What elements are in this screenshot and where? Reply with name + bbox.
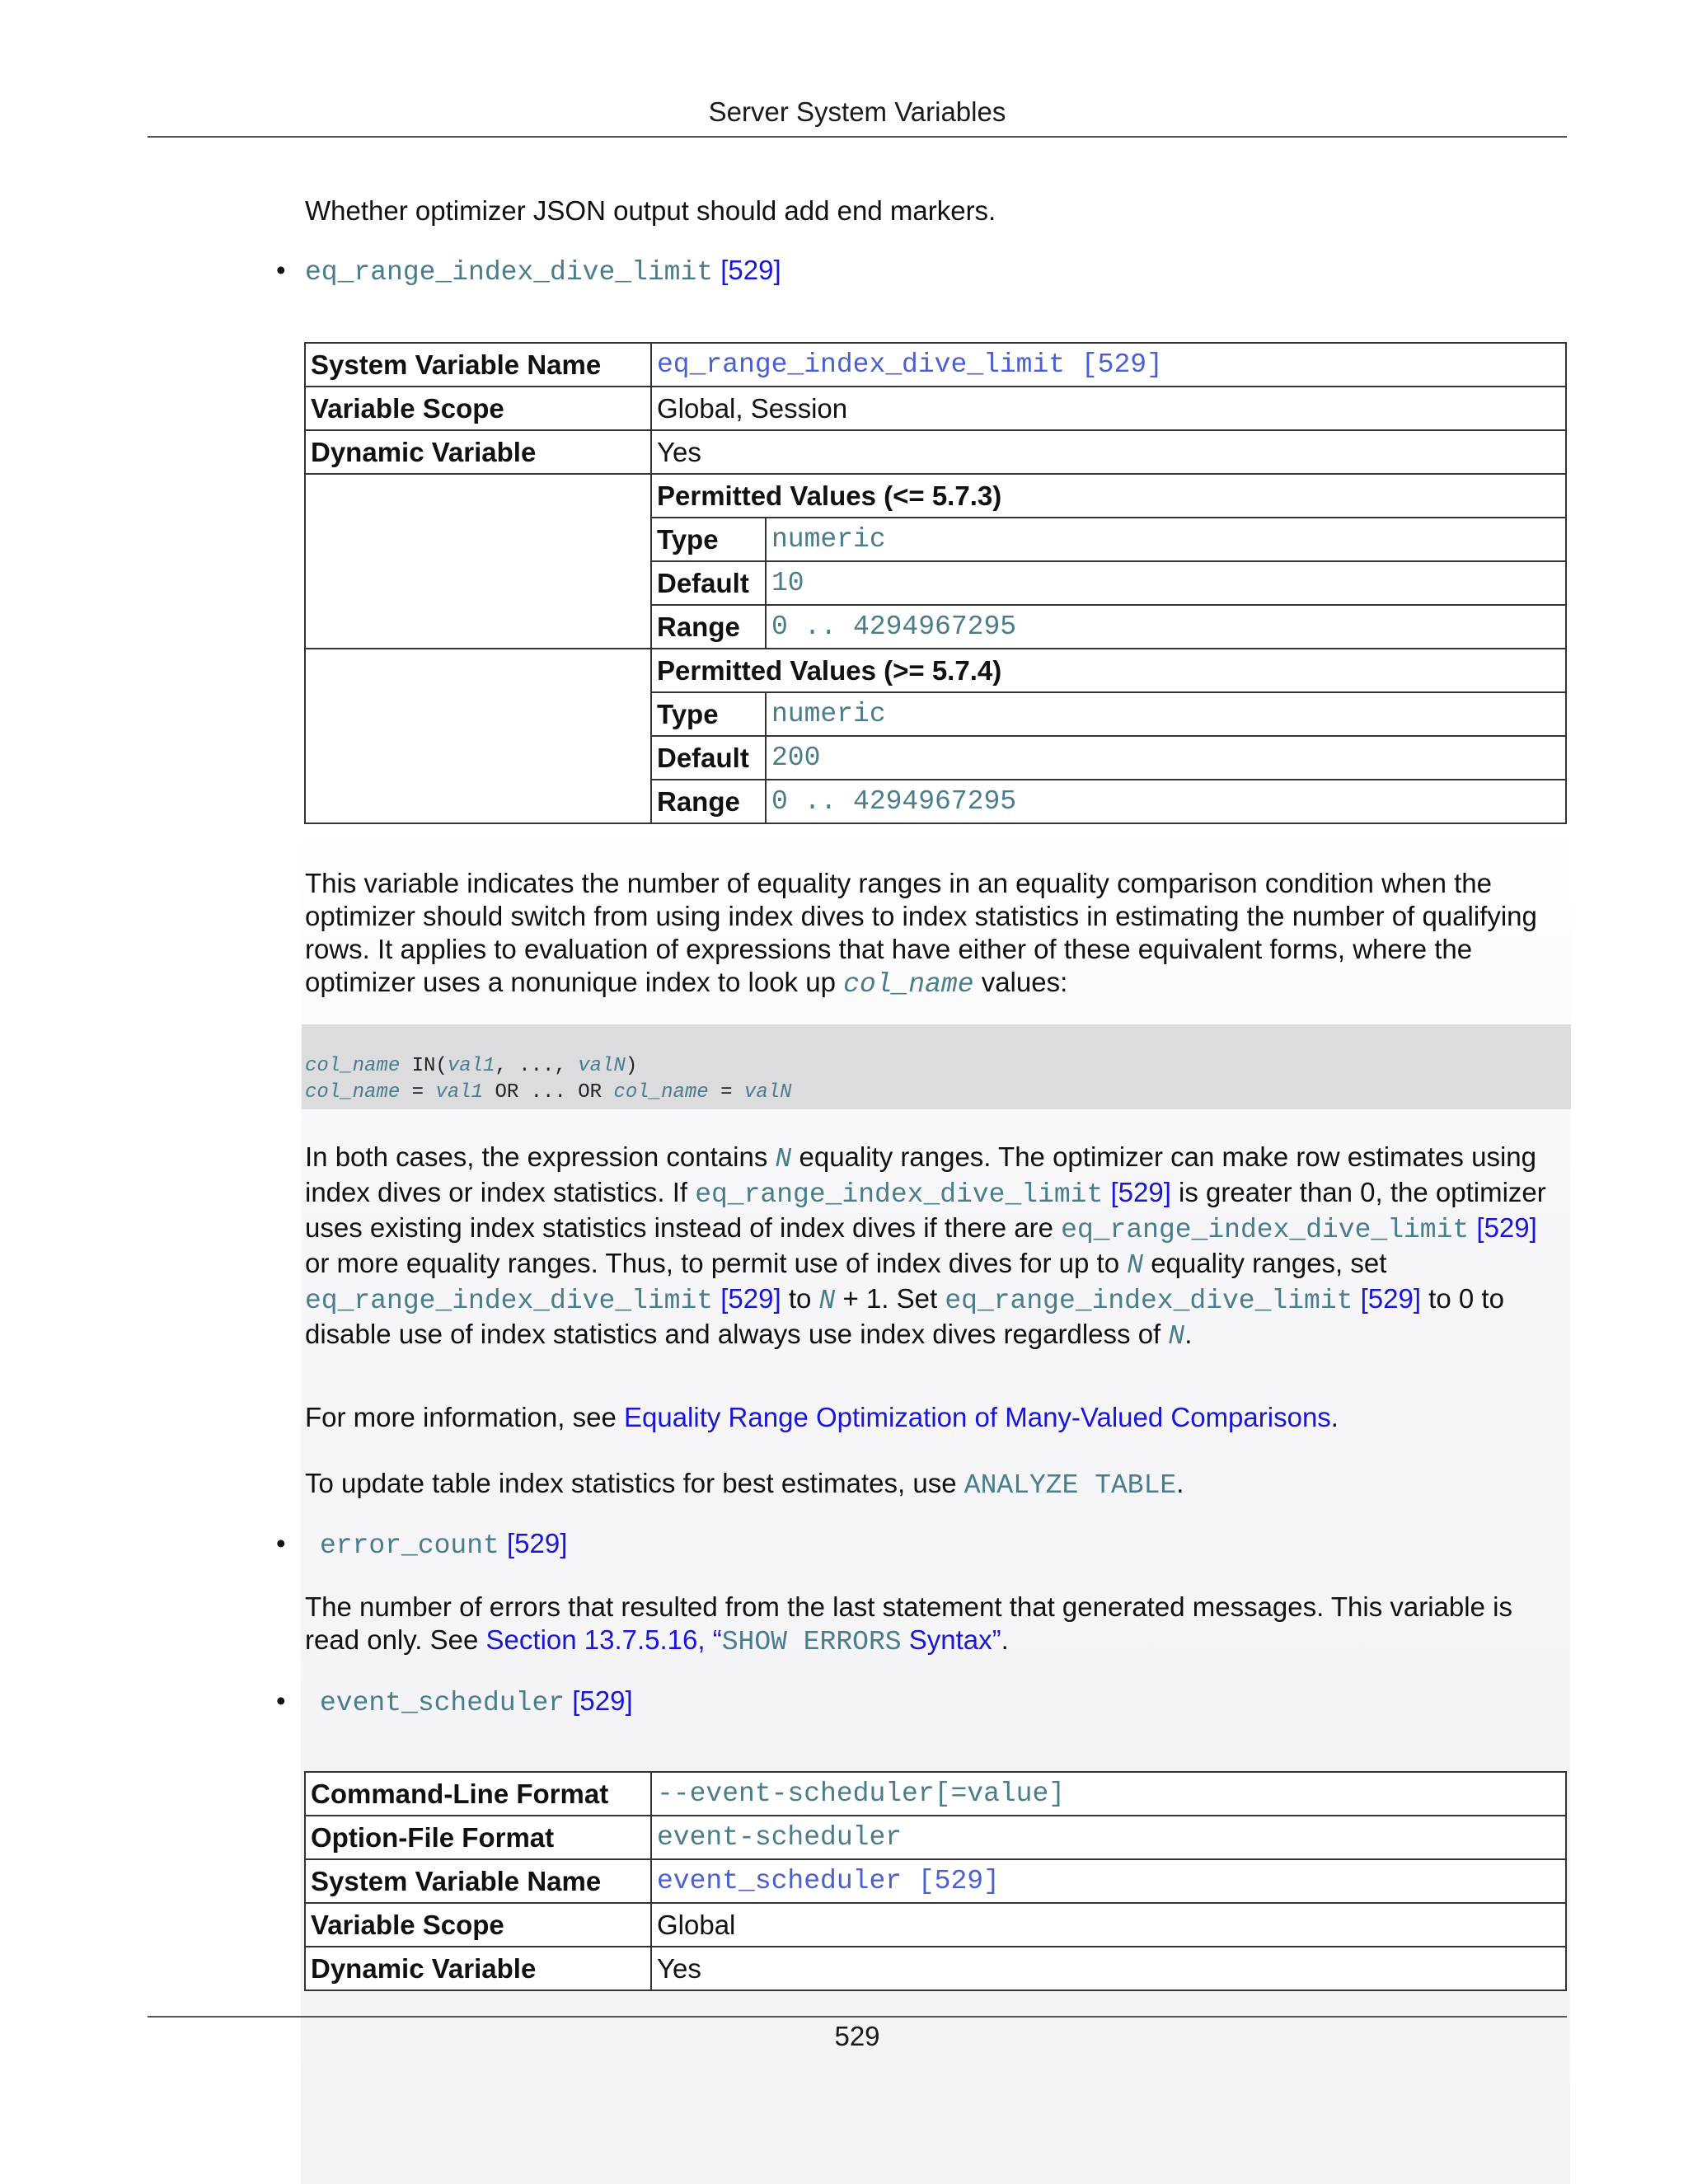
- text: equality ranges, set: [1143, 1248, 1387, 1278]
- code-token: valN: [743, 1081, 792, 1104]
- row-label: System Variable Name: [305, 1859, 651, 1903]
- table-row: [305, 1859, 1566, 1903]
- row-value-link[interactable]: event_scheduler [529]: [651, 1859, 1566, 1903]
- text: .: [1176, 1468, 1184, 1498]
- var-link[interactable]: eq_range_index_dive_limit: [945, 1286, 1353, 1316]
- intro-text: Whether optimizer JSON output should add end markers.: [305, 195, 996, 226]
- range-label: Range: [651, 780, 766, 823]
- row-value: Global: [651, 1903, 1566, 1947]
- item-heading-error-count: [320, 1527, 567, 1563]
- row-value-link[interactable]: eq_range_index_dive_limit [529]: [651, 343, 1566, 387]
- var-link[interactable]: eq_range_index_dive_limit: [1061, 1215, 1470, 1245]
- type-value: numeric: [766, 518, 1566, 561]
- link-text: Section 13.7.5.16, “: [485, 1624, 722, 1655]
- show-errors-link[interactable]: [486, 1624, 1001, 1655]
- page-ref-link[interactable]: [529]: [720, 1283, 781, 1314]
- analyze-table-link[interactable]: ANALYZE TABLE: [964, 1470, 1177, 1501]
- page-header-title: Server System Variables: [708, 96, 1006, 127]
- table-row: [305, 1772, 1566, 1816]
- code-token: IN(: [400, 1055, 448, 1077]
- text: .: [1330, 1402, 1339, 1432]
- row-value: --event-scheduler[=value]: [651, 1772, 1566, 1816]
- permitted-values-heading: Permitted Values (<= 5.7.3): [651, 474, 1566, 518]
- code-token: =: [708, 1081, 744, 1104]
- event-scheduler-properties-table: [304, 1771, 1567, 1991]
- header-rule: [148, 136, 1567, 138]
- default-value: 10: [766, 561, 1566, 605]
- n-var: N: [1168, 1321, 1185, 1352]
- var-link[interactable]: eq_range_index_dive_limit: [695, 1179, 1104, 1210]
- page-ref-link[interactable]: [529]: [507, 1528, 568, 1558]
- code-token: val1: [435, 1081, 484, 1104]
- table-row: [305, 387, 1566, 430]
- row-label: Dynamic Variable: [305, 430, 651, 474]
- row-label: System Variable Name: [305, 343, 651, 387]
- row-label: Command-Line Format: [305, 1772, 651, 1816]
- table-row: [305, 474, 1566, 518]
- table-row: [305, 1816, 1566, 1859]
- more-info-paragraph: [305, 1401, 1566, 1434]
- text: .: [1001, 1624, 1009, 1655]
- item-heading-eq-range: [305, 254, 781, 289]
- code-example-block: [302, 1024, 1571, 1109]
- eq-range-cases-paragraph: [305, 1141, 1566, 1353]
- table-row: [305, 1947, 1566, 1990]
- default-label: Default: [651, 561, 766, 605]
- page-ref-link[interactable]: [529]: [1360, 1283, 1422, 1314]
- var-link[interactable]: eq_range_index_dive_limit: [305, 1286, 714, 1316]
- code-lines: [305, 1053, 792, 1106]
- range-value: 0 .. 4294967295: [766, 780, 1566, 823]
- bullet-eq-range: •: [276, 255, 286, 285]
- equality-range-link[interactable]: Equality Range Optimization of Many-Valued Comparisons: [623, 1402, 1331, 1432]
- desc-text: This variable indicates the number of equality ranges in an equality comparison condition when the optimizer should switch from using index dives to index statistics in estimating the number of qualifying rows. It applies to evaluation of expressions that have either of these equivalent forms, where the optimizer uses a nonunique index to look up: [305, 868, 1537, 997]
- table-row: [305, 430, 1566, 474]
- analyze-table-paragraph: [305, 1467, 1566, 1502]
- text: In both cases, the expression contains: [305, 1141, 776, 1172]
- default-value: 200: [766, 736, 1566, 780]
- row-value: Yes: [651, 1947, 1566, 1990]
- code-token: OR ... OR: [483, 1081, 614, 1104]
- row-value: Global, Session: [651, 387, 1566, 430]
- text: The number of errors that resulted from the last statement that generated messages. This variable is read only. See: [305, 1591, 1512, 1655]
- bullet-error-count: •: [276, 1528, 286, 1558]
- code-token: ): [625, 1055, 638, 1077]
- code-token: val1: [447, 1055, 495, 1077]
- row-value: Yes: [651, 430, 1566, 474]
- col-name-var: col_name: [843, 969, 974, 1000]
- footer-rule: [148, 2016, 1567, 2018]
- row-value: event-scheduler: [651, 1816, 1566, 1859]
- text: To update table index statistics for best estimates, use: [305, 1468, 964, 1498]
- row-label: Dynamic Variable: [305, 1947, 651, 1990]
- empty-cell: [305, 649, 651, 823]
- page-ref-link[interactable]: [529]: [1110, 1177, 1171, 1207]
- table-row: [305, 343, 1566, 387]
- page-number: 529: [834, 2021, 880, 2051]
- link-text: Syntax”: [901, 1624, 1001, 1655]
- error-count-description: [305, 1591, 1566, 1659]
- link-code: SHOW ERRORS: [721, 1627, 902, 1657]
- text: + 1. Set: [835, 1283, 945, 1314]
- text: to 0 to disable use of index statistics and always use index dives regardless of: [305, 1283, 1504, 1349]
- bullet-event-scheduler: •: [276, 1685, 286, 1716]
- type-value: numeric: [766, 692, 1566, 736]
- eq-range-description: [305, 867, 1566, 1001]
- var-name-eq-range[interactable]: eq_range_index_dive_limit: [305, 257, 714, 288]
- default-label: Default: [651, 736, 766, 780]
- text: is greater than 0, the optimizer uses existing index statistics instead of index dives if there are: [305, 1177, 1546, 1243]
- n-var: N: [818, 1286, 836, 1316]
- code-token: col_name: [613, 1081, 709, 1104]
- code-token: =: [400, 1081, 436, 1104]
- text: or more equality ranges. Thus, to permit use of index dives for up to: [305, 1248, 1128, 1278]
- type-label: Type: [651, 692, 766, 736]
- row-label: Variable Scope: [305, 387, 651, 430]
- page-ref-link[interactable]: [529]: [1476, 1212, 1537, 1243]
- range-label: Range: [651, 605, 766, 649]
- page-ref-link[interactable]: [529]: [720, 255, 781, 285]
- permitted-values-heading: Permitted Values (>= 5.7.4): [651, 649, 1566, 692]
- var-name-event-scheduler[interactable]: event_scheduler: [320, 1688, 565, 1718]
- text: equality ranges. The optimizer can make row estimates using index dives or index statistics. If: [305, 1141, 1536, 1207]
- text: to: [781, 1283, 819, 1314]
- row-label: Variable Scope: [305, 1903, 651, 1947]
- code-token: valN: [578, 1055, 626, 1077]
- table-row: [305, 1903, 1566, 1947]
- item-heading-event-scheduler: [320, 1685, 633, 1720]
- range-value: 0 .. 4294967295: [766, 605, 1566, 649]
- code-token: , ...,: [495, 1055, 579, 1077]
- desc-text-end: values:: [981, 967, 1068, 997]
- table-row: [305, 649, 1566, 692]
- empty-cell: [305, 474, 651, 649]
- page-ref-link[interactable]: [529]: [572, 1685, 633, 1716]
- eq-range-properties-table: [304, 342, 1567, 824]
- row-label: Option-File Format: [305, 1816, 651, 1859]
- n-var: N: [775, 1144, 792, 1174]
- type-label: Type: [651, 518, 766, 561]
- var-name-error-count[interactable]: error_count: [320, 1530, 499, 1561]
- code-token: col_name: [305, 1081, 401, 1104]
- text: For more information, see: [305, 1402, 624, 1432]
- n-var: N: [1127, 1250, 1144, 1281]
- code-token: col_name: [305, 1055, 401, 1077]
- text: .: [1184, 1319, 1193, 1349]
